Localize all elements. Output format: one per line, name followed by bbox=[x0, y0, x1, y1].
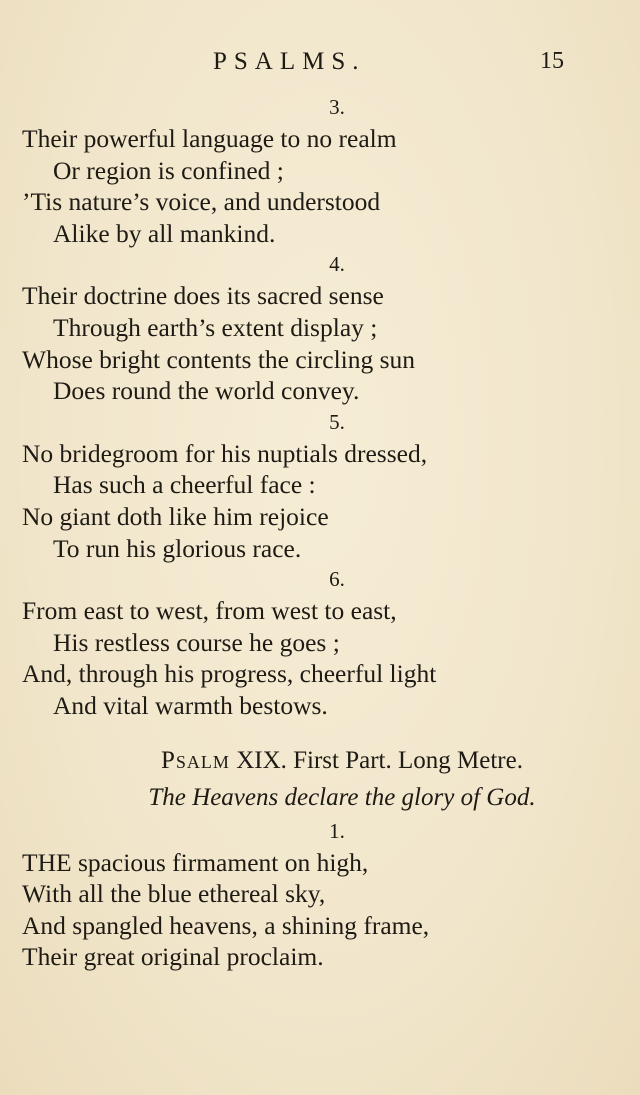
verse-line: Has such a cheerful face : bbox=[53, 470, 316, 500]
verse-line: No giant doth like him rejoice bbox=[22, 501, 329, 531]
psalm-19-stanza-1 bbox=[22, 816, 622, 973]
verse-line: Through earth’s extent display ; bbox=[53, 312, 378, 342]
verse-line: And spangled heavens, a shining frame, bbox=[22, 910, 430, 940]
verse-line: Their doctrine does its sacred sense bbox=[22, 281, 384, 311]
running-head bbox=[0, 48, 640, 82]
stanza-6 bbox=[22, 564, 622, 721]
page-body bbox=[22, 92, 622, 973]
stanza-3 bbox=[22, 92, 622, 249]
verse-line: Or region is confined ; bbox=[53, 155, 284, 185]
verse-line: THE spacious firmament on high, bbox=[22, 847, 369, 877]
stanza-4 bbox=[22, 249, 622, 406]
verse-line: Alike by all mankind. bbox=[53, 218, 276, 248]
page-number: 15 bbox=[540, 48, 564, 74]
verse-line: Does round the world convey. bbox=[53, 376, 360, 406]
psalm-metre: Long Metre. bbox=[398, 746, 523, 774]
verse-line: From east to west, from west to east, bbox=[22, 596, 397, 626]
verse-line: ’Tis nature’s voice, and understood bbox=[22, 187, 381, 217]
verse-line: To run his glorious race. bbox=[53, 533, 302, 563]
psalm-subtitle: The Heavens declare the glory of God. bbox=[148, 783, 536, 811]
psalm-part: First Part. bbox=[293, 746, 392, 774]
stanza-5 bbox=[22, 407, 622, 564]
verse-line: Whose bright contents the circling sun bbox=[22, 344, 416, 374]
running-title: PSALMS. bbox=[213, 48, 366, 75]
verse-line: With all the blue ethereal sky, bbox=[22, 879, 326, 909]
stanza-number: 5. bbox=[329, 409, 345, 434]
stanza-number: 3. bbox=[329, 95, 345, 119]
stanza-number: 6. bbox=[329, 567, 345, 592]
stanza-number: 4. bbox=[329, 252, 345, 277]
psalm-heading bbox=[22, 742, 622, 780]
stanza-number: 1. bbox=[329, 818, 345, 843]
verse-line: No bridegroom for his nuptials dressed, bbox=[22, 438, 428, 468]
verse-line: And vital warmth bestows. bbox=[53, 690, 328, 720]
verse-line: Their great original proclaim. bbox=[22, 942, 324, 972]
psalm-label: Psalm bbox=[161, 746, 230, 774]
verse-line: And, through his progress, cheerful light bbox=[22, 659, 437, 689]
verse-line: Their powerful language to no realm bbox=[22, 124, 397, 153]
verse-line: His restless course he goes ; bbox=[53, 627, 340, 657]
psalm-number: XIX. bbox=[236, 746, 287, 774]
